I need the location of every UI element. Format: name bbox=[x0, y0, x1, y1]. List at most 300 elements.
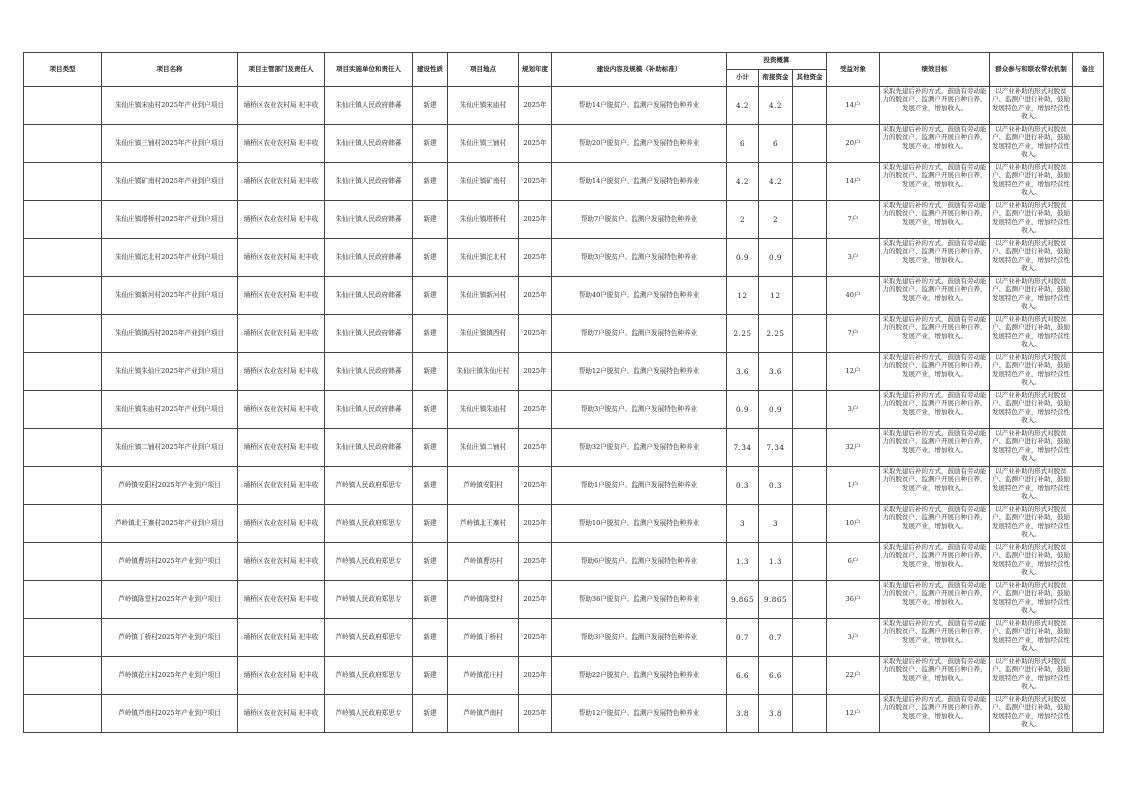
cell-name: 芦岭镇芦南村2025年产业到户项目 bbox=[102, 695, 238, 733]
cell-other-funds bbox=[793, 201, 827, 239]
cell-subtotal: 6 bbox=[727, 125, 759, 163]
cell-unit: 朱仙庄镇人民政府韩蕃 bbox=[325, 125, 413, 163]
cell-year: 2025年 bbox=[519, 695, 552, 733]
cell-year: 2025年 bbox=[519, 581, 552, 619]
cell-other-funds bbox=[793, 125, 827, 163]
cell-mechanism bbox=[990, 163, 1073, 201]
cell-location: 朱仙庄镇宋庙村 bbox=[448, 87, 519, 125]
cell-nature: 新建 bbox=[413, 353, 448, 391]
cell-type bbox=[24, 619, 102, 657]
cell-mechanism-text: 以产业补助的形式对脱贫户、监测户进行补助，鼓励发展特色产业，增加经营性收入。 bbox=[992, 353, 1070, 386]
cell-type bbox=[24, 239, 102, 277]
cell-other-funds bbox=[793, 163, 827, 201]
cell-goal-text: 采取先建后补的方式，鼓励有劳动能力的脱贫户、监测户开展自种自养，发展产业，增加收入。 bbox=[882, 277, 987, 302]
cell-content: 帮助22户脱贫户、监测户发展特色种养业 bbox=[552, 657, 727, 695]
cell-goal-text: 采取先建后补的方式，鼓励有劳动能力的脱贫户、监测户开展自种自养，发展产业，增加收入。 bbox=[882, 315, 987, 340]
cell-beneficiary: 40户 bbox=[827, 277, 880, 315]
cell-goal bbox=[880, 125, 990, 163]
table-row bbox=[24, 543, 1104, 581]
project-table bbox=[23, 52, 1104, 733]
cell-name: 朱仙庄镇镇西村2025年产业到户项目 bbox=[102, 315, 238, 353]
cell-unit: 芦岭镇人民政府郑思专 bbox=[325, 657, 413, 695]
cell-location: 芦岭镇北王寨村 bbox=[448, 505, 519, 543]
cell-beneficiary: 1户 bbox=[827, 467, 880, 505]
cell-remark bbox=[1073, 163, 1104, 201]
cell-dept: 埇桥区农业农村局 祀丰收 bbox=[238, 239, 325, 277]
cell-name: 朱仙庄镇朱仙庄2025年产业到户项目 bbox=[102, 353, 238, 391]
cell-unit: 芦岭镇人民政府郑思专 bbox=[325, 695, 413, 733]
header-mechanism: 群众参与和联农带农机制 bbox=[990, 53, 1073, 87]
cell-nature: 新建 bbox=[413, 543, 448, 581]
cell-type bbox=[24, 695, 102, 733]
cell-content: 帮助1户脱贫户、监测户发展特色种养业 bbox=[552, 467, 727, 505]
cell-nature: 新建 bbox=[413, 657, 448, 695]
cell-content: 帮助14户脱贫户、监测户发展特色种养业 bbox=[552, 87, 727, 125]
cell-nature: 新建 bbox=[413, 87, 448, 125]
cell-year: 2025年 bbox=[519, 277, 552, 315]
table-row bbox=[24, 239, 1104, 277]
cell-mechanism-text: 以产业补助的形式对脱贫户、监测户进行补助，鼓励发展特色产业，增加经营性收入。 bbox=[992, 467, 1070, 500]
cell-goal-text: 采取先建后补的方式，鼓励有劳动能力的脱贫户、监测户开展自种自养，发展产业，增加收入。 bbox=[882, 163, 987, 188]
cell-mechanism bbox=[990, 353, 1073, 391]
cell-remark bbox=[1073, 657, 1104, 695]
cell-beneficiary: 7户 bbox=[827, 315, 880, 353]
cell-remark bbox=[1073, 695, 1104, 733]
cell-dept: 埇桥区农业农村局 祀丰收 bbox=[238, 277, 325, 315]
cell-subtotal: 2 bbox=[727, 201, 759, 239]
cell-mechanism bbox=[990, 505, 1073, 543]
table-row bbox=[24, 505, 1104, 543]
cell-year: 2025年 bbox=[519, 353, 552, 391]
header-linked-funds: 衔接资金 bbox=[759, 70, 793, 87]
cell-location: 芦岭镇芦南村 bbox=[448, 695, 519, 733]
cell-goal-text: 采取先建后补的方式，鼓励有劳动能力的脱贫户、监测户开展自种自养，发展产业，增加收入。 bbox=[882, 581, 987, 606]
cell-subtotal: 1.3 bbox=[727, 543, 759, 581]
cell-location: 朱仙庄镇镇西村 bbox=[448, 315, 519, 353]
cell-content: 帮助32户脱贫户、监测户发展特色种养业 bbox=[552, 429, 727, 467]
cell-year: 2025年 bbox=[519, 315, 552, 353]
header-other-funds: 其他资金 bbox=[793, 70, 827, 87]
cell-location: 朱仙庄镇塔桥村 bbox=[448, 201, 519, 239]
cell-goal bbox=[880, 695, 990, 733]
cell-goal-text: 采取先建后补的方式，鼓励有劳动能力的脱贫户、监测户开展自种自养，发展产业，增加收入。 bbox=[882, 467, 987, 492]
cell-mechanism bbox=[990, 239, 1073, 277]
cell-beneficiary: 12户 bbox=[827, 353, 880, 391]
cell-unit: 芦岭镇人民政府郑思专 bbox=[325, 581, 413, 619]
cell-year: 2025年 bbox=[519, 467, 552, 505]
cell-beneficiary: 36户 bbox=[827, 581, 880, 619]
cell-remark bbox=[1073, 125, 1104, 163]
cell-nature: 新建 bbox=[413, 581, 448, 619]
cell-dept: 埇桥区农业农村局 祀丰收 bbox=[238, 543, 325, 581]
cell-mechanism bbox=[990, 695, 1073, 733]
cell-subtotal: 9.865 bbox=[727, 581, 759, 619]
table-row bbox=[24, 163, 1104, 201]
cell-dept: 埇桥区农业农村局 祀丰收 bbox=[238, 467, 325, 505]
cell-year: 2025年 bbox=[519, 201, 552, 239]
cell-linked-funds: 2.25 bbox=[759, 315, 793, 353]
cell-name: 朱仙庄镇沱北村2025年产业到户项目 bbox=[102, 239, 238, 277]
table-row bbox=[24, 125, 1104, 163]
cell-remark bbox=[1073, 315, 1104, 353]
cell-location: 朱仙庄镇朱仙庄村 bbox=[448, 353, 519, 391]
cell-other-funds bbox=[793, 505, 827, 543]
cell-mechanism-text: 以产业补助的形式对脱贫户、监测户进行补助，鼓励发展特色产业，增加经营性收入。 bbox=[992, 619, 1070, 652]
cell-remark bbox=[1073, 87, 1104, 125]
cell-beneficiary: 3户 bbox=[827, 391, 880, 429]
table-row bbox=[24, 391, 1104, 429]
header-investment: 投资概算 bbox=[727, 53, 827, 70]
cell-mechanism-text: 以产业补助的形式对脱贫户、监测户进行补助，鼓励发展特色产业，增加经营性收入。 bbox=[992, 543, 1070, 576]
cell-unit: 朱仙庄镇人民政府韩蕃 bbox=[325, 315, 413, 353]
cell-goal-text: 采取先建后补的方式，鼓励有劳动能力的脱贫户、监测户开展自种自养，发展产业，增加收入。 bbox=[882, 543, 987, 568]
cell-beneficiary: 20户 bbox=[827, 125, 880, 163]
cell-dept: 埇桥区农业农村局 祀丰收 bbox=[238, 657, 325, 695]
cell-unit: 朱仙庄镇人民政府韩蕃 bbox=[325, 163, 413, 201]
cell-type bbox=[24, 87, 102, 125]
header-name: 项目名称 bbox=[102, 53, 238, 87]
cell-subtotal: 0.7 bbox=[727, 619, 759, 657]
cell-remark bbox=[1073, 239, 1104, 277]
cell-dept: 埇桥区农业农村局 祀丰收 bbox=[238, 695, 325, 733]
cell-name: 芦岭镇北王寨村2025年产业到户项目 bbox=[102, 505, 238, 543]
cell-name: 芦岭镇陈堂村2025年产业到户项目 bbox=[102, 581, 238, 619]
cell-year: 2025年 bbox=[519, 543, 552, 581]
cell-location: 芦岭镇曹坊村 bbox=[448, 543, 519, 581]
header-remark: 备注 bbox=[1073, 53, 1104, 87]
cell-nature: 新建 bbox=[413, 239, 448, 277]
cell-year: 2025年 bbox=[519, 239, 552, 277]
cell-name: 芦岭镇丁桥村2025年产业到户项目 bbox=[102, 619, 238, 657]
cell-mechanism-text: 以产业补助的形式对脱贫户、监测户进行补助，鼓励发展特色产业，增加经营性收入。 bbox=[992, 429, 1070, 462]
cell-remark bbox=[1073, 201, 1104, 239]
cell-name: 芦岭镇花庄村2025年产业到户项目 bbox=[102, 657, 238, 695]
cell-subtotal: 0.9 bbox=[727, 391, 759, 429]
cell-mechanism-text: 以产业补助的形式对脱贫户、监测户进行补助，鼓励发展特色产业，增加经营性收入。 bbox=[992, 239, 1070, 272]
cell-other-funds bbox=[793, 581, 827, 619]
cell-unit: 芦岭镇人民政府郑思专 bbox=[325, 619, 413, 657]
cell-mechanism bbox=[990, 467, 1073, 505]
cell-mechanism bbox=[990, 391, 1073, 429]
cell-nature: 新建 bbox=[413, 201, 448, 239]
cell-nature: 新建 bbox=[413, 619, 448, 657]
cell-mechanism bbox=[990, 315, 1073, 353]
cell-type bbox=[24, 201, 102, 239]
cell-linked-funds: 12 bbox=[759, 277, 793, 315]
cell-goal bbox=[880, 657, 990, 695]
table-row bbox=[24, 277, 1104, 315]
cell-goal-text: 采取先建后补的方式，鼓励有劳动能力的脱贫户、监测户开展自种自养，发展产业，增加收入。 bbox=[882, 201, 987, 226]
table-row bbox=[24, 201, 1104, 239]
cell-name: 朱仙庄镇二铺村2025年产业到户项目 bbox=[102, 429, 238, 467]
cell-year: 2025年 bbox=[519, 657, 552, 695]
cell-unit: 朱仙庄镇人民政府韩蕃 bbox=[325, 429, 413, 467]
cell-type bbox=[24, 315, 102, 353]
cell-goal-text: 采取先建后补的方式，鼓励有劳动能力的脱贫户、监测户开展自种自养，发展产业，增加收入。 bbox=[882, 505, 987, 530]
cell-name: 朱仙庄镇新河村2025年产业到户项目 bbox=[102, 277, 238, 315]
cell-location: 芦岭镇陈堂村 bbox=[448, 581, 519, 619]
cell-beneficiary: 10户 bbox=[827, 505, 880, 543]
cell-subtotal: 4.2 bbox=[727, 163, 759, 201]
cell-other-funds bbox=[793, 277, 827, 315]
cell-unit: 朱仙庄镇人民政府韩蕃 bbox=[325, 391, 413, 429]
cell-subtotal: 2.25 bbox=[727, 315, 759, 353]
table-row bbox=[24, 87, 1104, 125]
cell-other-funds bbox=[793, 543, 827, 581]
cell-remark bbox=[1073, 543, 1104, 581]
cell-mechanism bbox=[990, 87, 1073, 125]
cell-content: 帮助7户脱贫户、监测户发展特色种养业 bbox=[552, 201, 727, 239]
cell-mechanism-text: 以产业补助的形式对脱贫户、监测户进行补助，鼓励发展特色产业，增加经营性收入。 bbox=[992, 581, 1070, 614]
cell-mechanism bbox=[990, 657, 1073, 695]
cell-linked-funds: 2 bbox=[759, 201, 793, 239]
cell-name: 芦岭镇安阳村2025年产业到户项目 bbox=[102, 467, 238, 505]
cell-other-funds bbox=[793, 619, 827, 657]
cell-type bbox=[24, 429, 102, 467]
cell-mechanism bbox=[990, 543, 1073, 581]
table-row bbox=[24, 695, 1104, 733]
cell-subtotal: 6.6 bbox=[727, 657, 759, 695]
cell-type bbox=[24, 467, 102, 505]
cell-linked-funds: 4.2 bbox=[759, 163, 793, 201]
cell-type bbox=[24, 125, 102, 163]
table-row bbox=[24, 429, 1104, 467]
cell-dept: 埇桥区农业农村局 祀丰收 bbox=[238, 353, 325, 391]
cell-dept: 埇桥区农业农村局 祀丰收 bbox=[238, 201, 325, 239]
cell-type bbox=[24, 163, 102, 201]
header-type: 项目类型 bbox=[24, 53, 102, 87]
cell-goal bbox=[880, 87, 990, 125]
cell-goal-text: 采取先建后补的方式，鼓励有劳动能力的脱贫户、监测户开展自种自养，发展产业，增加收入。 bbox=[882, 391, 987, 416]
cell-nature: 新建 bbox=[413, 163, 448, 201]
cell-type bbox=[24, 391, 102, 429]
cell-mechanism-text: 以产业补助的形式对脱贫户、监测户进行补助，鼓励发展特色产业，增加经营性收入。 bbox=[992, 201, 1070, 234]
cell-subtotal: 12 bbox=[727, 277, 759, 315]
cell-mechanism bbox=[990, 619, 1073, 657]
cell-beneficiary: 14户 bbox=[827, 87, 880, 125]
cell-mechanism-text: 以产业补助的形式对脱贫户、监测户进行补助，鼓励发展特色产业，增加经营性收入。 bbox=[992, 125, 1070, 158]
cell-unit: 芦岭镇人民政府郑思专 bbox=[325, 505, 413, 543]
cell-remark bbox=[1073, 429, 1104, 467]
cell-beneficiary: 12户 bbox=[827, 695, 880, 733]
cell-unit: 芦岭镇人民政府郑思专 bbox=[325, 467, 413, 505]
cell-goal bbox=[880, 163, 990, 201]
cell-subtotal: 0.9 bbox=[727, 239, 759, 277]
cell-dept: 埇桥区农业农村局 祀丰收 bbox=[238, 619, 325, 657]
cell-linked-funds: 4.2 bbox=[759, 87, 793, 125]
cell-other-funds bbox=[793, 467, 827, 505]
cell-unit: 朱仙庄镇人民政府韩蕃 bbox=[325, 201, 413, 239]
cell-subtotal: 0.3 bbox=[727, 467, 759, 505]
cell-nature: 新建 bbox=[413, 467, 448, 505]
header-subtotal: 小计 bbox=[727, 70, 759, 87]
header-nature: 建设性质 bbox=[413, 53, 448, 87]
cell-other-funds bbox=[793, 391, 827, 429]
cell-location: 朱仙庄镇朱庙村 bbox=[448, 391, 519, 429]
table-row bbox=[24, 467, 1104, 505]
cell-goal-text: 采取先建后补的方式，鼓励有劳动能力的脱贫户、监测户开展自种自养，发展产业，增加收入。 bbox=[882, 429, 987, 454]
cell-goal bbox=[880, 391, 990, 429]
cell-nature: 新建 bbox=[413, 125, 448, 163]
cell-unit: 朱仙庄镇人民政府韩蕃 bbox=[325, 277, 413, 315]
cell-content: 帮助7户脱贫户、监测户发展特色种养业 bbox=[552, 315, 727, 353]
cell-nature: 新建 bbox=[413, 505, 448, 543]
cell-goal-text: 采取先建后补的方式，鼓励有劳动能力的脱贫户、监测户开展自种自养，发展产业，增加收入。 bbox=[882, 657, 987, 682]
cell-mechanism-text: 以产业补助的形式对脱贫户、监测户进行补助，鼓励发展特色产业，增加经营性收入。 bbox=[992, 391, 1070, 424]
cell-mechanism-text: 以产业补助的形式对脱贫户、监测户进行补助，鼓励发展特色产业，增加经营性收入。 bbox=[992, 163, 1070, 196]
cell-remark bbox=[1073, 391, 1104, 429]
cell-goal-text: 采取先建后补的方式，鼓励有劳动能力的脱贫户、监测户开展自种自养，发展产业，增加收入。 bbox=[882, 239, 987, 264]
cell-dept: 埇桥区农业农村局 祀丰收 bbox=[238, 125, 325, 163]
cell-other-funds bbox=[793, 239, 827, 277]
cell-goal bbox=[880, 353, 990, 391]
cell-location: 芦岭镇花庄村 bbox=[448, 657, 519, 695]
cell-location: 朱仙庄镇新河村 bbox=[448, 277, 519, 315]
cell-type bbox=[24, 353, 102, 391]
cell-content: 帮助40户脱贫户、监测户发展特色种养业 bbox=[552, 277, 727, 315]
cell-unit: 朱仙庄镇人民政府韩蕃 bbox=[325, 353, 413, 391]
cell-goal bbox=[880, 201, 990, 239]
cell-linked-funds: 9.865 bbox=[759, 581, 793, 619]
cell-goal bbox=[880, 239, 990, 277]
cell-name: 芦岭镇曹坊村2025年产业到户项目 bbox=[102, 543, 238, 581]
table-row bbox=[24, 315, 1104, 353]
cell-remark bbox=[1073, 505, 1104, 543]
cell-goal bbox=[880, 619, 990, 657]
cell-content: 帮助20户脱贫户、监测户发展特色种养业 bbox=[552, 125, 727, 163]
cell-unit: 朱仙庄镇人民政府韩蕃 bbox=[325, 239, 413, 277]
cell-location: 朱仙庄镇沱北村 bbox=[448, 239, 519, 277]
cell-other-funds bbox=[793, 353, 827, 391]
cell-nature: 新建 bbox=[413, 277, 448, 315]
cell-goal-text: 采取先建后补的方式，鼓励有劳动能力的脱贫户、监测户开展自种自养，发展产业，增加收入。 bbox=[882, 695, 987, 720]
cell-linked-funds: 6 bbox=[759, 125, 793, 163]
cell-year: 2025年 bbox=[519, 391, 552, 429]
cell-goal-text: 采取先建后补的方式，鼓励有劳动能力的脱贫户、监测户开展自种自养，发展产业，增加收入。 bbox=[882, 353, 987, 378]
cell-goal bbox=[880, 581, 990, 619]
cell-location: 芦岭镇安阳村 bbox=[448, 467, 519, 505]
cell-linked-funds: 0.7 bbox=[759, 619, 793, 657]
cell-name: 朱仙庄镇三铺村2025年产业到户项目 bbox=[102, 125, 238, 163]
cell-other-funds bbox=[793, 429, 827, 467]
cell-goal bbox=[880, 429, 990, 467]
cell-nature: 新建 bbox=[413, 315, 448, 353]
cell-beneficiary: 3户 bbox=[827, 619, 880, 657]
cell-name: 朱仙庄镇宋庙村2025年产业到户项目 bbox=[102, 87, 238, 125]
cell-type bbox=[24, 581, 102, 619]
header-beneficiary: 受益对象 bbox=[827, 53, 880, 87]
cell-dept: 埇桥区农业农村局 祀丰收 bbox=[238, 87, 325, 125]
cell-year: 2025年 bbox=[519, 87, 552, 125]
cell-year: 2025年 bbox=[519, 505, 552, 543]
cell-linked-funds: 0.3 bbox=[759, 467, 793, 505]
cell-year: 2025年 bbox=[519, 619, 552, 657]
table-body bbox=[24, 87, 1104, 733]
cell-goal bbox=[880, 315, 990, 353]
cell-goal bbox=[880, 467, 990, 505]
cell-location: 朱仙庄镇三铺村 bbox=[448, 125, 519, 163]
cell-name: 朱仙庄镇矿南村2025年产业到户项目 bbox=[102, 163, 238, 201]
cell-dept: 埇桥区农业农村局 祀丰收 bbox=[238, 429, 325, 467]
cell-remark bbox=[1073, 619, 1104, 657]
cell-mechanism-text: 以产业补助的形式对脱贫户、监测户进行补助，鼓励发展特色产业，增加经营性收入。 bbox=[992, 505, 1070, 538]
cell-type bbox=[24, 277, 102, 315]
cell-other-funds bbox=[793, 87, 827, 125]
cell-content: 帮助14户脱贫户、监测户发展特色种养业 bbox=[552, 163, 727, 201]
cell-goal-text: 采取先建后补的方式，鼓励有劳动能力的脱贫户、监测户开展自种自养，发展产业，增加收入。 bbox=[882, 125, 987, 150]
cell-linked-funds: 7.34 bbox=[759, 429, 793, 467]
cell-location: 朱仙庄镇二铺村 bbox=[448, 429, 519, 467]
cell-beneficiary: 3户 bbox=[827, 239, 880, 277]
cell-dept: 埇桥区农业农村局 祀丰收 bbox=[238, 581, 325, 619]
header-year: 规划年度 bbox=[519, 53, 552, 87]
table-row bbox=[24, 353, 1104, 391]
cell-unit: 芦岭镇人民政府郑思专 bbox=[325, 543, 413, 581]
cell-location: 芦岭镇丁桥村 bbox=[448, 619, 519, 657]
cell-dept: 埇桥区农业农村局 祀丰收 bbox=[238, 163, 325, 201]
cell-name: 朱仙庄镇朱庙村2025年产业到户项目 bbox=[102, 391, 238, 429]
cell-linked-funds: 1.3 bbox=[759, 543, 793, 581]
cell-content: 帮助3户脱贫户、监测户发展特色种养业 bbox=[552, 619, 727, 657]
cell-linked-funds: 3.6 bbox=[759, 353, 793, 391]
header-dept: 项目主管部门及责任人 bbox=[238, 53, 325, 87]
cell-beneficiary: 32户 bbox=[827, 429, 880, 467]
cell-mechanism-text: 以产业补助的形式对脱贫户、监测户进行补助，鼓励发展特色产业，增加经营性收入。 bbox=[992, 277, 1070, 310]
cell-year: 2025年 bbox=[519, 429, 552, 467]
cell-nature: 新建 bbox=[413, 695, 448, 733]
cell-mechanism-text: 以产业补助的形式对脱贫户、监测户进行补助，鼓励发展特色产业，增加经营性收入。 bbox=[992, 87, 1070, 120]
cell-remark bbox=[1073, 467, 1104, 505]
cell-mechanism-text: 以产业补助的形式对脱贫户、监测户进行补助，鼓励发展特色产业，增加经营性收入。 bbox=[992, 695, 1070, 728]
cell-unit: 朱仙庄镇人民政府韩蕃 bbox=[325, 87, 413, 125]
cell-content: 帮助10户脱贫户、监测户发展特色种养业 bbox=[552, 505, 727, 543]
cell-goal-text: 采取先建后补的方式，鼓励有劳动能力的脱贫户、监测户开展自种自养，发展产业，增加收入。 bbox=[882, 87, 987, 112]
cell-type bbox=[24, 505, 102, 543]
cell-subtotal: 3.6 bbox=[727, 353, 759, 391]
cell-subtotal: 3.8 bbox=[727, 695, 759, 733]
cell-remark bbox=[1073, 581, 1104, 619]
cell-mechanism bbox=[990, 277, 1073, 315]
cell-nature: 新建 bbox=[413, 429, 448, 467]
cell-linked-funds: 0.9 bbox=[759, 391, 793, 429]
cell-type bbox=[24, 543, 102, 581]
cell-beneficiary: 14户 bbox=[827, 163, 880, 201]
table-row bbox=[24, 619, 1104, 657]
cell-beneficiary: 22户 bbox=[827, 657, 880, 695]
cell-dept: 埇桥区农业农村局 祀丰收 bbox=[238, 391, 325, 429]
cell-beneficiary: 7户 bbox=[827, 201, 880, 239]
cell-content: 帮助36户脱贫户、监测户发展特色种养业 bbox=[552, 581, 727, 619]
cell-mechanism bbox=[990, 201, 1073, 239]
header-goal: 绩效目标 bbox=[880, 53, 990, 87]
cell-other-funds bbox=[793, 695, 827, 733]
cell-other-funds bbox=[793, 657, 827, 695]
cell-content: 帮助12户脱贫户、监测户发展特色种养业 bbox=[552, 695, 727, 733]
header-location: 项目地点 bbox=[448, 53, 519, 87]
cell-year: 2025年 bbox=[519, 163, 552, 201]
cell-linked-funds: 0.9 bbox=[759, 239, 793, 277]
cell-location: 朱仙庄镇矿南村 bbox=[448, 163, 519, 201]
cell-subtotal: 4.2 bbox=[727, 87, 759, 125]
cell-content: 帮助12户脱贫户、监测户发展特色种养业 bbox=[552, 353, 727, 391]
cell-mechanism-text: 以产业补助的形式对脱贫户、监测户进行补助，鼓励发展特色产业，增加经营性收入。 bbox=[992, 315, 1070, 348]
cell-type bbox=[24, 657, 102, 695]
cell-year: 2025年 bbox=[519, 125, 552, 163]
cell-goal bbox=[880, 543, 990, 581]
table-row bbox=[24, 581, 1104, 619]
cell-content: 帮助6户脱贫户、监测户发展特色种养业 bbox=[552, 543, 727, 581]
header-unit: 项目实施单位和责任人 bbox=[325, 53, 413, 87]
